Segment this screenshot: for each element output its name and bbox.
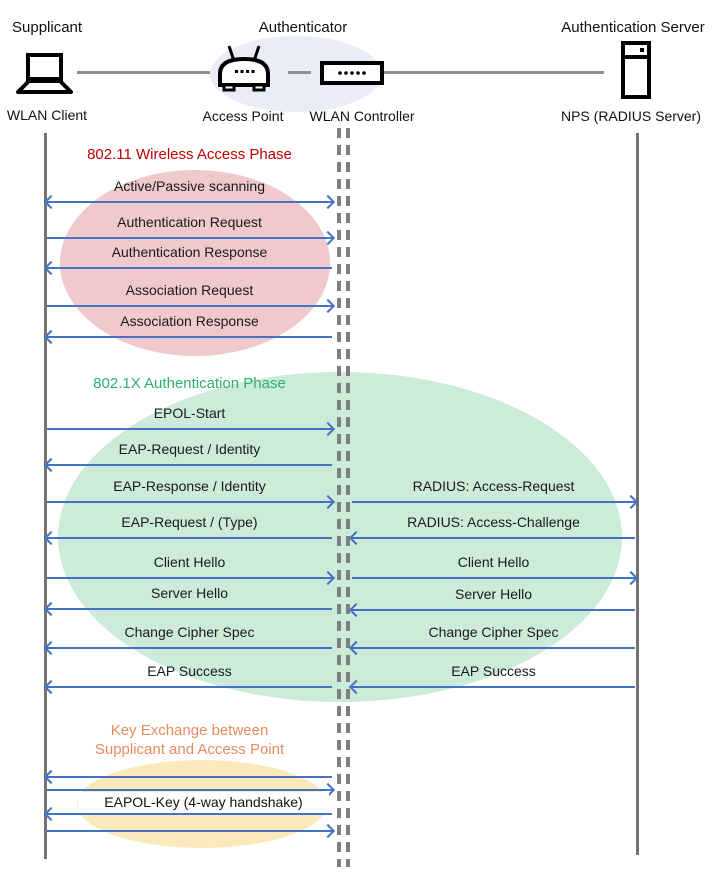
message-label-box: EAPOL-Key (4-way handshake) [78,792,329,813]
message-arrow [46,643,333,653]
wlan-controller-label: WLAN Controller [309,108,415,124]
arrow-shaft [47,686,332,688]
message-label: EAP-Request / Identity [118,441,261,457]
arrowhead-left-icon [44,330,58,344]
arrow-shaft [47,501,332,503]
message-arrow [46,533,333,543]
arrow-shaft [47,305,332,307]
message-arrow [46,301,333,311]
message-arrow [46,573,333,583]
arrowhead-right-icon [624,495,638,509]
message-arrow [351,643,636,653]
arrow-shaft [47,237,332,239]
arrowhead-left-icon [44,770,58,784]
message-label: Change Cipher Spec [124,624,255,640]
message-label: Server Hello [150,585,229,601]
message-label: Client Hello [153,554,226,570]
message-arrow [46,197,333,207]
message-label: Authentication Response [111,244,268,260]
arrow-shaft [352,647,635,649]
message-arrow [351,573,636,583]
arrowhead-right-icon [321,195,335,209]
arrow-shaft [47,537,332,539]
arrowhead-left-icon [349,641,363,655]
access-point-label: Access Point [202,108,284,124]
message-label: Change Cipher Spec [428,624,559,640]
arrowhead-left-icon [349,680,363,694]
arrowhead-right-icon [321,422,335,436]
message-label: EAP-Response / Identity [113,478,266,494]
arrowhead-right-icon [624,571,638,585]
message-arrow [351,605,636,615]
arrow-shaft [47,336,332,338]
wlan-client-label: WLAN Client [6,107,88,123]
arrowhead-left-icon [44,531,58,545]
message-arrow [46,424,333,434]
message-arrow [351,682,636,692]
arrow-shaft [352,537,635,539]
arrow-shaft [47,647,332,649]
message-arrow [46,263,333,273]
message-label: Active/Passive scanning [114,178,265,194]
arrow-shaft [47,464,332,466]
arrowhead-left-icon [44,641,58,655]
arrow-shaft [47,608,332,610]
arrow-shaft [352,609,635,611]
message-label: Client Hello [457,554,530,570]
message-label: RADIUS: Access-Challenge [407,514,580,530]
arrowhead-right-icon [321,495,335,509]
arrowhead-left-icon [44,807,58,821]
arrowhead-left-icon [44,680,58,694]
nps-radius-server-label: NPS (RADIUS Server) [560,108,702,124]
arrow-shaft [47,789,332,791]
phase-title: 802.1X Authentication Phase [93,375,286,392]
arrowhead-right-icon [321,299,335,313]
message-arrow [46,682,333,692]
message-label: Server Hello [454,586,533,602]
message-arrow [351,533,636,543]
arrow-shaft [47,830,332,832]
arrow-shaft [47,577,332,579]
arrow-shaft [352,577,635,579]
supplicant-role-label: Supplicant [12,19,83,36]
message-arrow [46,233,333,243]
arrowhead-left-icon [44,602,58,616]
message-arrow [46,826,333,836]
arrow-shaft [47,813,332,815]
message-arrow [46,332,333,342]
message-label: Association Response [120,313,259,329]
arrow-shaft [352,501,635,503]
phase-title: Key Exchange between [110,722,269,739]
message-label: EAP-Request / (Type) [121,514,258,530]
message-label: EAP Success [451,663,536,679]
arrowhead-left-icon [44,458,58,472]
message-arrow [46,604,333,614]
message-label: EPOL-Start [153,405,226,421]
message-label: Association Request [125,282,254,298]
arrow-shaft [352,686,635,688]
message-label: EAP Success [147,663,232,679]
arrowhead-left-icon [349,531,363,545]
arrowhead-right-icon [321,231,335,245]
arrow-shaft [47,776,332,778]
message-arrow [351,497,636,507]
arrow-shaft [47,428,332,430]
arrowhead-right-icon [321,571,335,585]
phase-title: Supplicant and Access Point [94,741,285,758]
arrowhead-left-icon [349,603,363,617]
message-arrow [46,460,333,470]
arrowhead-left-icon [44,195,58,209]
auth-server-role-label: Authentication Server [561,19,705,36]
arrow-shaft [47,201,332,203]
message-label: RADIUS: Access-Request [412,478,575,494]
authenticator-role-label: Authenticator [258,19,348,36]
arrow-shaft [47,267,332,269]
phase-title: 802.11 Wireless Access Phase [87,146,292,163]
message-arrow [46,772,333,782]
message-arrow [46,809,333,819]
arrowhead-left-icon [44,261,58,275]
message-arrow [46,497,333,507]
arrowhead-right-icon [321,824,335,838]
message-label: Authentication Request [117,214,262,230]
